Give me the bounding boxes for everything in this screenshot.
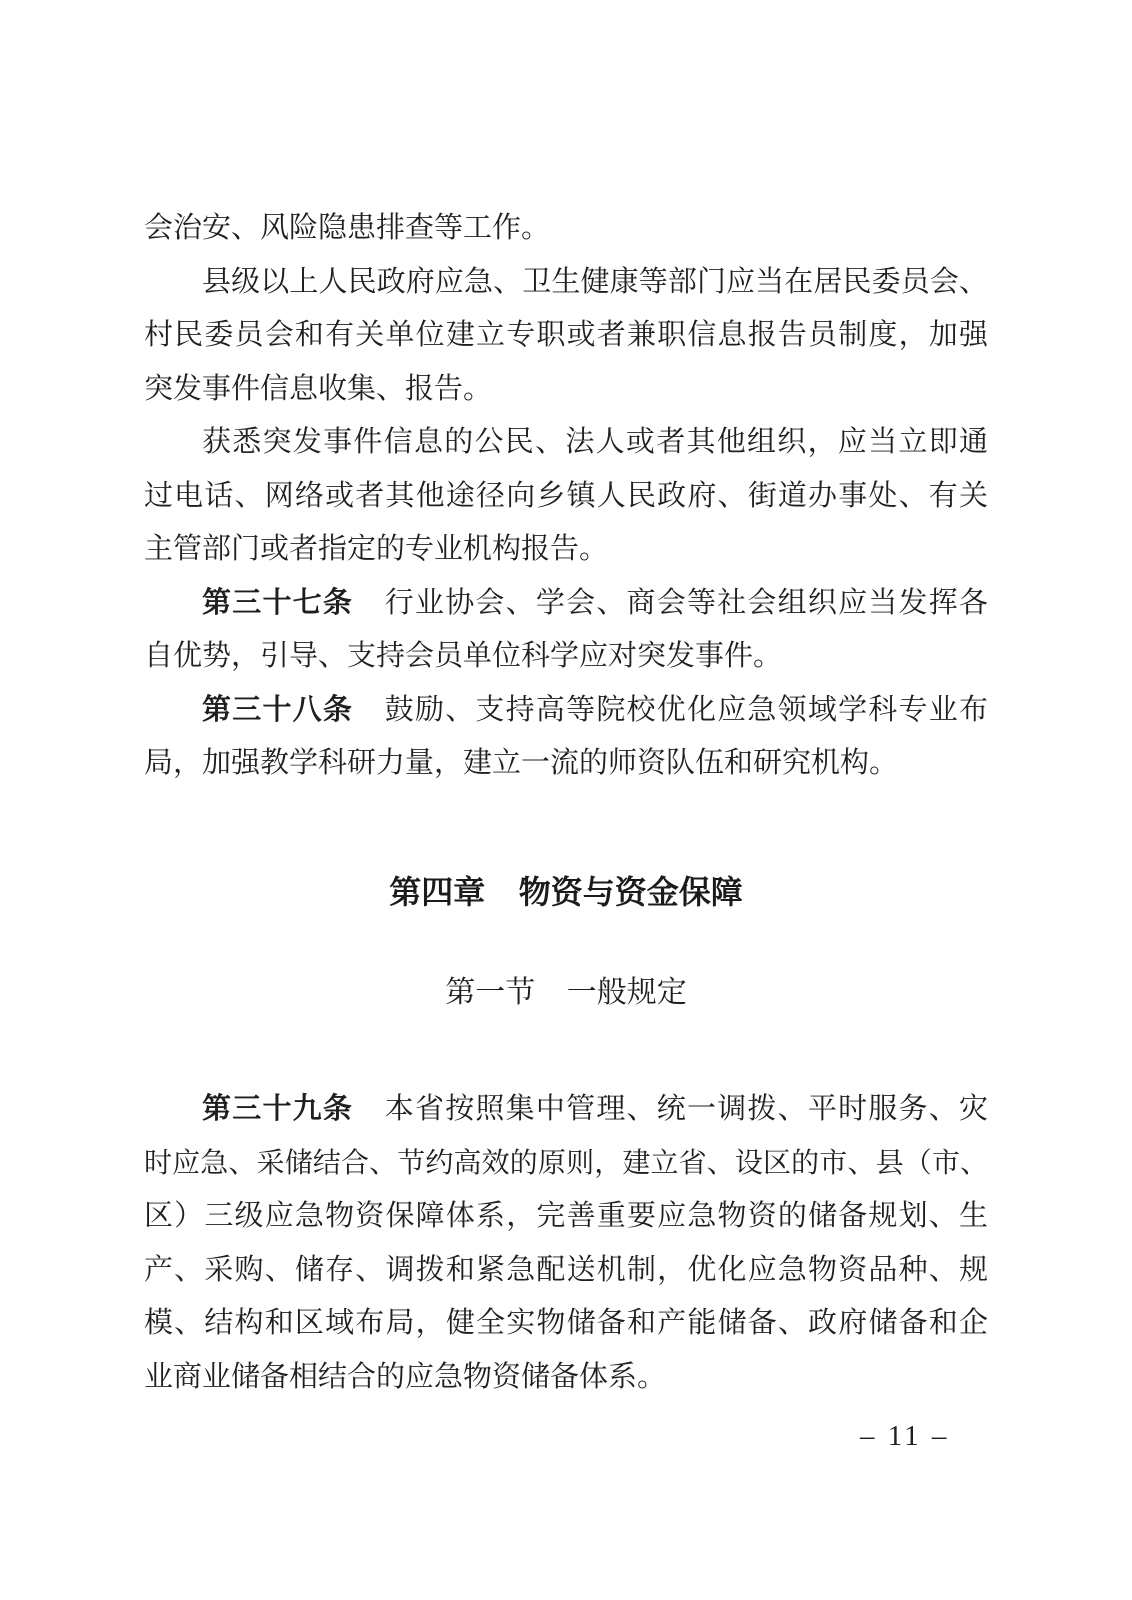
line-text: 自优势，引导、支持会员单位科学应对突发事件。 [144, 640, 783, 672]
line-text: 主管部门或者指定的专业机构报告。 [144, 533, 609, 565]
line-text: 本省按照集中管理、统一调拨、平时服务、灾 [383, 1093, 988, 1125]
body-line [144, 737, 988, 791]
body-line [144, 1351, 988, 1405]
body-line [144, 630, 988, 684]
line-text: 县级以上人民政府应急、卫生健康等部门应当在居民委员会、 [202, 265, 988, 298]
line-text: 会治安、风险隐患排查等工作。 [144, 212, 551, 244]
body-line [144, 523, 988, 577]
line-text: 时应急、采储结合、节约高效的原则，建立省、设区的市、县（市、 [144, 1147, 988, 1179]
line-text: 鼓励、支持高等院校优化应急领域学科专业布 [383, 693, 988, 726]
line-text: 区）三级应急物资保障体系，完善重要应急物资的储备规划、生 [144, 1200, 988, 1232]
line-text: 业商业储备相结合的应急物资储备体系。 [144, 1360, 667, 1393]
body-line [144, 1137, 988, 1191]
body-line [144, 256, 988, 310]
body-line [144, 1083, 988, 1137]
line-text: 过电话、网络或者其他途径向乡镇人民政府、街道办事处、有关 [144, 479, 988, 512]
line-text: 行业协会、学会、商会等社会组织应当发挥各 [383, 586, 988, 619]
line-text: 局，加强教学科研力量，建立一流的师资队伍和研究机构。 [144, 747, 899, 779]
body-line [144, 1244, 988, 1298]
section-title: 一般规定 [566, 976, 687, 1009]
line-text: 产、采购、储存、调拨和紧急配送机制，优化应急物资品种、规 [144, 1253, 988, 1286]
article-number: 第三十八条 [202, 693, 354, 726]
chapter-number: 第四章 [389, 874, 486, 910]
line-text: 村民委员会和有关单位建立专职或者兼职信息报告员制度，加强 [144, 319, 988, 351]
body-line [144, 416, 988, 470]
line-text: 获悉突发事件信息的公民、法人或者其他组织，应当立即通 [202, 426, 988, 458]
body-line [144, 309, 988, 363]
line-text: 模、结构和区域布局，健全实物储备和产能储备、政府储备和企 [144, 1307, 988, 1339]
paragraphs-before-chapter [144, 202, 988, 791]
body-line [144, 577, 988, 631]
section-heading [144, 967, 988, 1019]
article-number: 第三十七条 [202, 586, 354, 619]
body-line [144, 684, 988, 738]
section-number: 第一节 [445, 976, 536, 1009]
body-line [144, 1297, 988, 1351]
body-line [144, 202, 988, 256]
line-text: 突发事件信息收集、报告。 [144, 372, 493, 405]
page-number: – 11 – [860, 1420, 950, 1452]
body-line [144, 1190, 988, 1244]
chapter-title: 物资与资金保障 [518, 874, 743, 910]
body-line [144, 470, 988, 524]
chapter-heading [144, 866, 988, 918]
paragraphs-after-section [144, 1083, 988, 1404]
body-line [144, 363, 988, 417]
article-number: 第三十九条 [202, 1093, 354, 1125]
